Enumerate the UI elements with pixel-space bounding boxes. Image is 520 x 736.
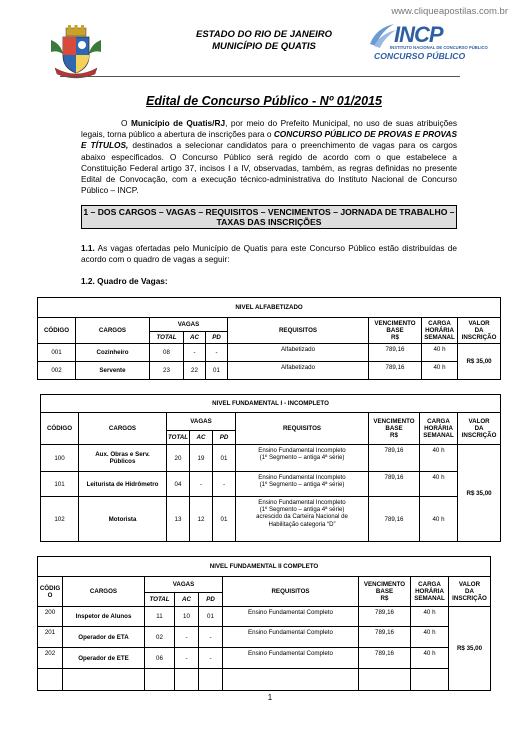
col-header-text: INSCRIÇÃO	[452, 595, 487, 602]
cell-total: 02	[145, 627, 175, 648]
table-row	[38, 648, 491, 669]
col-header-text: SEMANAL	[423, 432, 454, 439]
cell-job	[79, 445, 167, 472]
header-divider	[60, 76, 460, 77]
col-header-text: R$	[390, 432, 398, 439]
page-number: 1	[267, 693, 273, 702]
cell-pd: -	[199, 648, 223, 669]
col-header-codigo: CÓDIGO	[38, 318, 76, 344]
incp-logo	[368, 20, 488, 68]
cell-code: 101	[41, 472, 79, 497]
cell-requirements	[236, 445, 369, 472]
empty-cell	[63, 669, 145, 691]
col-header-requisitos: REQUISITOS	[228, 318, 369, 344]
paragraph-1-1-number: 1.1.	[81, 243, 95, 253]
intro-paragraph	[81, 118, 457, 196]
col-header-ac: AC	[175, 593, 199, 607]
cell-code: 200	[38, 607, 63, 627]
cell-job: Motorista	[79, 497, 167, 542]
col-header-text: R$	[380, 595, 389, 602]
col-header-text: SEMANAL	[424, 334, 455, 341]
table-row	[38, 362, 501, 380]
empty-cell	[38, 669, 63, 691]
cell-pd: 01	[199, 607, 223, 627]
cell-hours: 40 h	[422, 362, 458, 380]
cell-job-line: Aux. Obras e Serv.	[95, 451, 150, 458]
col-header-text: VENCIMENTO	[374, 320, 416, 327]
table-level-heading: NIVEL FUNDAMENTAL I - INCOMPLETO	[41, 395, 501, 413]
col-header-valor	[458, 318, 501, 344]
col-header-codigo: CÓDIGO	[41, 413, 79, 445]
cell-requirements: Alfabetizado	[228, 344, 369, 362]
col-header-text: VALOR	[468, 320, 490, 327]
cell-code: 201	[38, 627, 63, 648]
col-header-vagas: VAGAS	[150, 318, 228, 332]
col-header-pd: PD	[206, 332, 228, 344]
col-header-valor	[449, 577, 491, 607]
req-line: (1º Segmento – antiga 4ª série)	[259, 454, 345, 462]
col-header-vagas: VAGAS	[145, 577, 223, 593]
col-header-total: TOTAL	[145, 593, 175, 607]
col-header-text: CÓDIG	[39, 584, 61, 592]
cell-salary: 789,16	[369, 344, 422, 362]
subheading-quadro-vagas: 1.2. Quadro de Vagas:	[81, 276, 168, 286]
cell-salary: 789,16	[359, 627, 411, 648]
cell-code: 202	[38, 648, 63, 669]
col-header-requisitos: REQUISITOS	[236, 413, 369, 445]
cell-job: Leiturista de Hidrômetro	[79, 472, 167, 497]
cell-salary: 789,16	[369, 472, 420, 497]
col-header-text: VALOR	[468, 418, 490, 425]
cell-code: 001	[38, 344, 76, 362]
incp-logo-tag: CONCURSO PÚBLICO	[374, 51, 466, 61]
col-header-vagas: VAGAS	[167, 413, 236, 431]
req-line: Ensino Fundamental Incompleto	[258, 447, 346, 454]
cell-salary: 789,16	[369, 445, 420, 472]
req-line: acrescido da Carteira Nacional de	[256, 513, 348, 521]
col-header-vencimento	[369, 413, 420, 445]
section-heading: 1 – DOS CARGOS – VAGAS – REQUISITOS – VENCIMENTOS – JORNADA DE TRABALHO – TAXAS DAS INSCRIÇÕES	[81, 205, 457, 229]
col-header-vencimento	[369, 318, 422, 344]
col-header-text: CARGA	[427, 418, 450, 425]
col-header-cargos: CARGOS	[76, 318, 150, 344]
cell-salary: 789,16	[359, 648, 411, 669]
cell-fee: R$ 35,00	[458, 445, 501, 542]
cell-hours: 40 h	[411, 627, 449, 648]
vacancy-table-alfabetizado	[37, 297, 501, 380]
cell-total: 13	[167, 497, 190, 542]
col-header-text: R$	[391, 334, 399, 341]
empty-cell	[359, 669, 411, 691]
col-header-text: BASE	[386, 327, 404, 334]
table-row	[38, 607, 491, 627]
col-header-text: CARGA	[428, 320, 451, 327]
cell-ac: 19	[190, 445, 213, 472]
col-header-text: HORÁRIA	[425, 327, 454, 334]
table-row	[41, 445, 501, 472]
cell-ac: 12	[190, 497, 213, 542]
col-header-text: DA	[474, 425, 484, 432]
col-header-cargos: CARGOS	[63, 577, 145, 607]
cell-hours: 40 h	[411, 607, 449, 627]
cell-pd: -	[206, 344, 228, 362]
col-header-carga	[420, 413, 458, 445]
col-header-pd: PD	[199, 593, 223, 607]
table-row-empty	[38, 669, 491, 691]
col-header-text: INSCRIÇÃO	[461, 334, 497, 341]
col-header-total: TOTAL	[150, 332, 184, 344]
col-header-text: DA	[465, 588, 474, 595]
cell-requirements: Alfabetizado	[228, 362, 369, 380]
cell-salary: 789,16	[369, 497, 420, 542]
cell-total: 20	[167, 445, 190, 472]
cell-hours: 40 h	[422, 344, 458, 362]
col-header-text: DA	[474, 327, 484, 334]
col-header-ac: AC	[184, 332, 206, 344]
cell-code: 002	[38, 362, 76, 380]
empty-cell	[199, 669, 223, 691]
cell-total: 11	[145, 607, 175, 627]
req-line: Habilitação categoria “D”	[268, 520, 336, 528]
cell-code: 102	[41, 497, 79, 542]
col-header-text: BASE	[375, 588, 394, 595]
col-header-text: BASE	[385, 425, 403, 432]
req-line: Ensino Fundamental Incompleto	[258, 474, 346, 481]
cell-pd: 01	[213, 497, 236, 542]
table-row	[41, 472, 501, 497]
vacancy-table-fundamental-ii	[37, 556, 491, 691]
cell-requirements: Ensino Fundamental Completo	[223, 607, 359, 627]
col-header-text: VENCIMENTO	[363, 581, 406, 588]
cell-job: Servente	[76, 362, 150, 380]
cell-pd: -	[213, 472, 236, 497]
paragraph-1-1	[81, 243, 457, 265]
col-header-text: HORÁRIA	[415, 588, 444, 595]
cell-salary: 789,16	[369, 362, 422, 380]
col-header-text: VENCIMENTO	[373, 418, 415, 425]
col-header-text: CARGA	[418, 581, 441, 588]
intro-text-4: CONCURSO PÚBLICO DE PROVAS E PROVAS E TÍTULOS,	[81, 129, 457, 151]
cell-pd: 01	[206, 362, 228, 380]
empty-cell	[145, 669, 175, 691]
cell-total: 04	[167, 472, 190, 497]
cell-ac: -	[175, 627, 199, 648]
cell-code: 100	[41, 445, 79, 472]
cell-hours: 40 h	[420, 497, 458, 542]
header-state: ESTADO DO RIO DE JANEIRO	[195, 29, 332, 40]
col-header-valor	[458, 413, 501, 445]
empty-cell	[411, 669, 449, 691]
cell-job: Operador de ETE	[63, 648, 145, 669]
col-header-text: INSCRIÇÃO	[461, 432, 497, 439]
cell-ac: 22	[184, 362, 206, 380]
document-title: Edital de Concurso Público - Nº 01/2015	[146, 94, 382, 108]
table-row	[38, 344, 501, 362]
col-header-carga	[422, 318, 458, 344]
table-level-heading: NIVEL ALFABETIZADO	[38, 298, 501, 318]
col-header-carga	[411, 577, 449, 607]
col-header-text: SEMANAL	[414, 595, 445, 602]
cell-requirements	[236, 497, 369, 542]
cell-hours: 40 h	[411, 648, 449, 669]
col-header-text: HORÁRIA	[424, 425, 453, 432]
empty-cell	[175, 669, 199, 691]
cell-job: Inspetor de Alunos	[63, 607, 145, 627]
header-municipality: MUNICÍPIO DE QUATIS	[212, 41, 316, 52]
incp-logo-subtitle: INSTITUTO NACIONAL DE CONCURSO PÚBLICO	[390, 45, 488, 50]
cell-fee: R$ 35,00	[458, 344, 501, 380]
table-level-heading: NIVEL FUNDAMENTAL II COMPLETO	[38, 557, 491, 577]
cell-requirements: Ensino Fundamental Completo	[223, 648, 359, 669]
table-row	[38, 627, 491, 648]
table-row	[41, 497, 501, 542]
empty-cell	[223, 669, 359, 691]
cell-total: 23	[150, 362, 184, 380]
cell-job-line: Públicos	[109, 458, 136, 465]
cell-ac: -	[175, 648, 199, 669]
req-line: Ensino Fundamental Incompleto	[258, 499, 346, 506]
cell-ac: -	[184, 344, 206, 362]
col-header-requisitos: REQUISITOS	[223, 577, 359, 607]
cell-job: Cozinheiro	[76, 344, 150, 362]
cell-hours: 40 h	[420, 472, 458, 497]
cell-fee: R$ 35,00	[449, 607, 491, 691]
col-header-ac: AC	[190, 431, 213, 445]
cell-total: 06	[145, 648, 175, 669]
cell-hours: 40 h	[420, 445, 458, 472]
col-header-vencimento	[359, 577, 411, 607]
col-header-pd: PD	[213, 431, 236, 445]
req-line: (1º Segmento – antiga 4ª série)	[259, 481, 345, 489]
cell-requirements: Ensino Fundamental Completo	[223, 627, 359, 648]
cell-ac: 10	[175, 607, 199, 627]
cell-pd: 01	[213, 445, 236, 472]
col-header-codigo	[38, 577, 63, 607]
intro-text-2: Município de Quatis/RJ	[130, 118, 226, 128]
cell-pd: -	[199, 627, 223, 648]
intro-text-1: O	[121, 118, 131, 128]
cell-ac: -	[190, 472, 213, 497]
watermark-url: www.cliqueapostilas.com.br	[391, 6, 508, 17]
col-header-total: TOTAL	[167, 431, 190, 445]
col-header-cargos: CARGOS	[79, 413, 167, 445]
vacancy-table-fundamental-i	[40, 394, 501, 542]
cell-job: Operador de ETA	[63, 627, 145, 648]
cell-requirements	[236, 472, 369, 497]
col-header-text: VALOR	[458, 581, 481, 588]
incp-logo-text: INCP	[394, 22, 443, 47]
paragraph-1-1-text: As vagas ofertadas pelo Município de Quatis para este Concurso Público estão distribuídas de acordo com o quadro de vagas a seguir:	[81, 243, 457, 265]
intro-text-3: , por meio do Prefeito Municipal, no uso de suas atribuições legais, torna público a abertura de inscrições para o	[81, 118, 457, 140]
intro-text-5: destinados a selecionar candidatos para o preenchimento de vagas para os cargos abaixo especificados. O Concurso Público será regido de acordo com o que estabelece a Constituição Federal artigo 37, incisos I a IV, observadas, também, as regras definidas no presente Edital de Convocação, com a execução técnico-administrativa do Instituto Nacional de Concurso Público – INCP.	[81, 140, 458, 196]
col-header-text: O	[47, 591, 53, 599]
cell-total: 08	[150, 344, 184, 362]
req-line: (1º Segmento – antiga 4ª série)	[259, 506, 345, 514]
cell-salary: 789,16	[359, 607, 411, 627]
